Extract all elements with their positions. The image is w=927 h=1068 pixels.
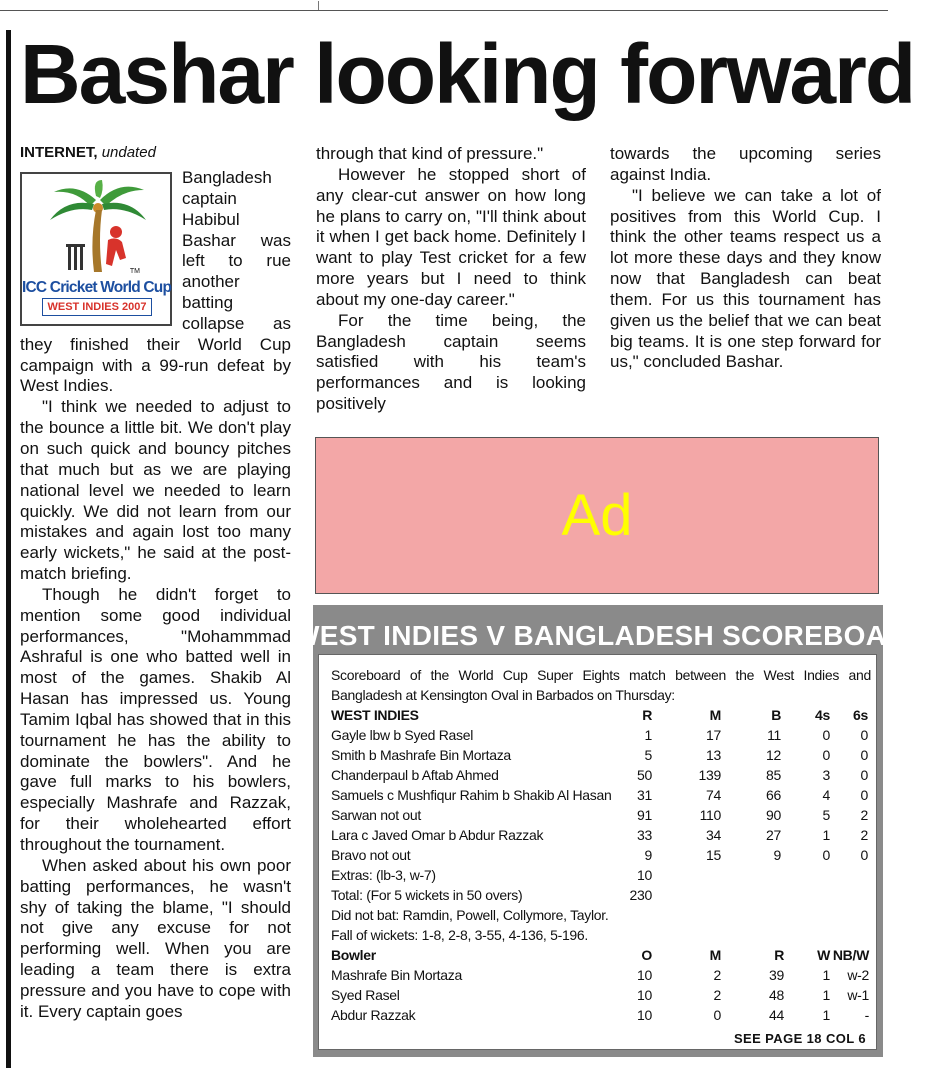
balls-header: B: [771, 707, 781, 723]
batsman-minutes: 17: [706, 727, 721, 743]
scoreboard-intro: Scoreboard of the World Cup Super Eights match between the West Indies and Bangladesh at Kensington Oval in Barbados on Thursday:: [331, 667, 871, 703]
bowler-nbw: w-2: [847, 967, 869, 983]
batsman-minutes: 15: [706, 847, 721, 863]
runs-conceded-header: R: [774, 947, 784, 963]
fall-of-wickets: Fall of wickets: 1-8, 2-8, 3-55, 4-136, 5-196.: [331, 927, 588, 943]
batsman-runs: 1: [644, 727, 652, 743]
batsman-sixes: 2: [860, 807, 868, 823]
bowler-wickets: 1: [822, 987, 830, 1003]
batsman-fours: 1: [822, 827, 830, 843]
batting-row: [331, 825, 871, 845]
article-column-3: [610, 144, 881, 373]
batsman-sixes: 0: [860, 847, 868, 863]
batsman-sixes: 0: [860, 787, 868, 803]
scoreboard-table: [331, 705, 871, 1025]
scoreboard-panel: [318, 654, 877, 1050]
batsman-runs: 9: [644, 847, 652, 863]
batting-row: [331, 725, 871, 745]
extras-value: 10: [637, 867, 652, 883]
batsman-sixes: 2: [860, 827, 868, 843]
sixes-header: 6s: [853, 707, 868, 723]
batsman-fours: 3: [822, 767, 830, 783]
total-value: 230: [629, 887, 652, 903]
bowler-runs: 48: [769, 987, 784, 1003]
batsman-fours: 5: [822, 807, 830, 823]
article-paragraph: However he stopped short of any clear-cut answer on how long he plans to carry on, "I'll think about it when I get back home. Definitely I want to play Test cricket for a few more years but I need to think about my one-day career.": [316, 164, 586, 309]
runs-header: R: [642, 707, 652, 723]
scoreboard-title: [293, 613, 927, 659]
fall-of-wickets-row: [331, 925, 871, 945]
batsman-minutes: 139: [698, 767, 721, 783]
batsman-name: Samuels c Mushfiqur Rahim b Shakib Al Hasan: [331, 787, 612, 803]
article-paragraph: Though he didn't forget to mention some good individual performances, "Mohammmad Ashraful is one who batted well in most of the games. Shakib Al Hasan has impressed us. Young Tamim Iqbal has showed that in this tournament he has the ability to dominate the bowlers". And he gave full marks to his bowlers, especially Mashrafe and Razzak, for their wholehearted effort throughout the tournament.: [20, 584, 291, 854]
batsman-minutes: 13: [706, 747, 721, 763]
maidens-header: M: [709, 947, 721, 963]
batsman-minutes: 34: [706, 827, 721, 843]
batsman-sixes: 0: [860, 727, 868, 743]
bowler-overs: 10: [637, 987, 652, 1003]
bowler-wickets: 1: [822, 1007, 830, 1023]
batting-team-header: WEST INDIES: [331, 707, 419, 723]
top-rule-tick: [318, 1, 319, 10]
batsman-runs: 50: [637, 767, 652, 783]
batting-row: [331, 785, 871, 805]
article-paragraph: "I believe we can take a lot of positives from this World Cup. I think the other teams respect us a lot more these days and they know now that Bangladesh can beat them. For us this tournament has given us the belief that we can beat big teams. It is one step forward for us," concluded Bashar.: [610, 185, 881, 372]
fours-header: 4s: [815, 707, 830, 723]
bowler-maidens: 2: [713, 967, 721, 983]
batsman-balls: 66: [766, 787, 781, 803]
minutes-header: M: [709, 707, 721, 723]
dateline: [20, 144, 291, 162]
bowler-name: Syed Rasel: [331, 987, 400, 1003]
batsman-name: Smith b Mashrafe Bin Mortaza: [331, 747, 511, 763]
batsman-runs: 33: [637, 827, 652, 843]
batsman-fours: 0: [822, 727, 830, 743]
bowler-name: Mashrafe Bin Mortaza: [331, 967, 462, 983]
bowler-runs: 44: [769, 1007, 784, 1023]
batsman-fours: 0: [822, 747, 830, 763]
extras-label: Extras: (lb-3, w-7): [331, 867, 436, 883]
batting-header-row: [331, 705, 871, 725]
bowler-runs: 39: [769, 967, 784, 983]
dateline-date: undated: [101, 144, 156, 161]
see-page-reference[interactable]: SEE PAGE 18 COL 6: [733, 1031, 866, 1046]
batsman-balls: 11: [767, 727, 781, 743]
batsman-balls: 27: [766, 827, 781, 843]
bowler-header: Bowler: [331, 947, 376, 963]
extras-row: [331, 865, 871, 885]
scoreboard-title-text: WEST INDIES V BANGLADESH SCOREBOARD: [293, 620, 927, 651]
cricket-world-cup-logo: [20, 172, 172, 326]
article-paragraph: towards the upcoming series against India.: [610, 144, 881, 184]
article-paragraph: "I think we needed to adjust to the bounce a little bit. We don't play on such quick and bouncy pitches that much but as we are playing national level we needed to learn quickly. We did not learn from our mistakes and again lost too many early wickets," he said at the post-match briefing.: [20, 397, 291, 584]
batsman-runs: 31: [637, 787, 652, 803]
batting-row: [331, 805, 871, 825]
batsman-balls: 9: [773, 847, 781, 863]
bowler-maidens: 0: [713, 1007, 721, 1023]
scoreboard-box: [293, 605, 927, 1057]
article-paragraph: For the time being, the Bangladesh captain seems satisfied with his team's performances and is looking positively: [316, 310, 586, 414]
bowler-maidens: 2: [713, 987, 721, 1003]
batsman-name: Chanderpaul b Aftab Ahmed: [331, 767, 499, 783]
batting-row: [331, 745, 871, 765]
batting-row: [331, 765, 871, 785]
trademark-mark: TM: [129, 268, 140, 275]
batsman-name: Lara c Javed Omar b Abdur Razzak: [331, 827, 544, 843]
bowling-row: [331, 985, 871, 1005]
batsman-sixes: 0: [860, 747, 868, 763]
dateline-source: INTERNET,: [20, 144, 98, 161]
bowler-overs: 10: [637, 967, 652, 983]
batsman-name: Gayle lbw b Syed Rasel: [331, 727, 474, 743]
batsman-balls: 12: [766, 747, 781, 763]
bowler-name: Abdur Razzak: [331, 1007, 416, 1023]
bowler-nbw: -: [864, 1007, 869, 1023]
batsman-runs: 91: [637, 807, 652, 823]
advertisement-placeholder[interactable]: [315, 437, 879, 594]
article-column-2: [316, 144, 586, 415]
batsman-sixes: 0: [860, 767, 868, 783]
bowler-nbw: w-1: [847, 987, 869, 1003]
did-not-bat: Did not bat: Ramdin, Powell, Collymore, Taylor.: [331, 907, 609, 923]
bowling-row: [331, 1005, 871, 1025]
total-row: [331, 885, 871, 905]
ad-label: Ad: [561, 483, 633, 548]
wickets-header: W: [817, 947, 830, 963]
article-paragraph: When asked about his own poor batting performances, he wasn't shy of taking the blame, "I should not give any excuse for not performing well. When you are leading a team there is extra pressure and you have to cope with it. Every captain goes: [20, 855, 291, 1021]
article-paragraph: Bangladesh captain Habibul Bashar was left to rue another batting collapse as they finished their World Cup campaign with a 99-run defeat by West Indies.: [20, 168, 291, 396]
total-label: Total: (For 5 wickets in 50 overs): [331, 887, 523, 903]
left-margin-bar: [6, 30, 11, 1068]
did-not-bat-row: [331, 905, 871, 925]
logo-subtitle: WEST INDIES 2007: [42, 298, 152, 316]
batsman-name: Sarwan not out: [331, 807, 421, 823]
article-column-1: [20, 144, 291, 1023]
bowling-row: [331, 965, 871, 985]
batsman-minutes: 74: [706, 787, 721, 803]
batsman-fours: 0: [822, 847, 830, 863]
noballs-wides-header: NB/W: [832, 947, 869, 963]
logo-title: ICC Cricket World Cup: [22, 279, 172, 296]
overs-header: O: [641, 947, 652, 963]
batsman-fours: 4: [822, 787, 830, 803]
batting-row: [331, 845, 871, 865]
batsman-name: Bravo not out: [331, 847, 411, 863]
bowler-overs: 10: [637, 1007, 652, 1023]
batsman-balls: 85: [766, 767, 781, 783]
batsman-balls: 90: [766, 807, 781, 823]
batsman-minutes: 110: [699, 807, 721, 823]
headline: Bashar looking forward: [20, 27, 915, 121]
top-rule: [0, 10, 888, 11]
article-paragraph: through that kind of pressure.": [316, 144, 544, 163]
bowler-wickets: 1: [822, 967, 830, 983]
bowling-header-row: [331, 945, 871, 965]
batsman-runs: 5: [644, 747, 652, 763]
